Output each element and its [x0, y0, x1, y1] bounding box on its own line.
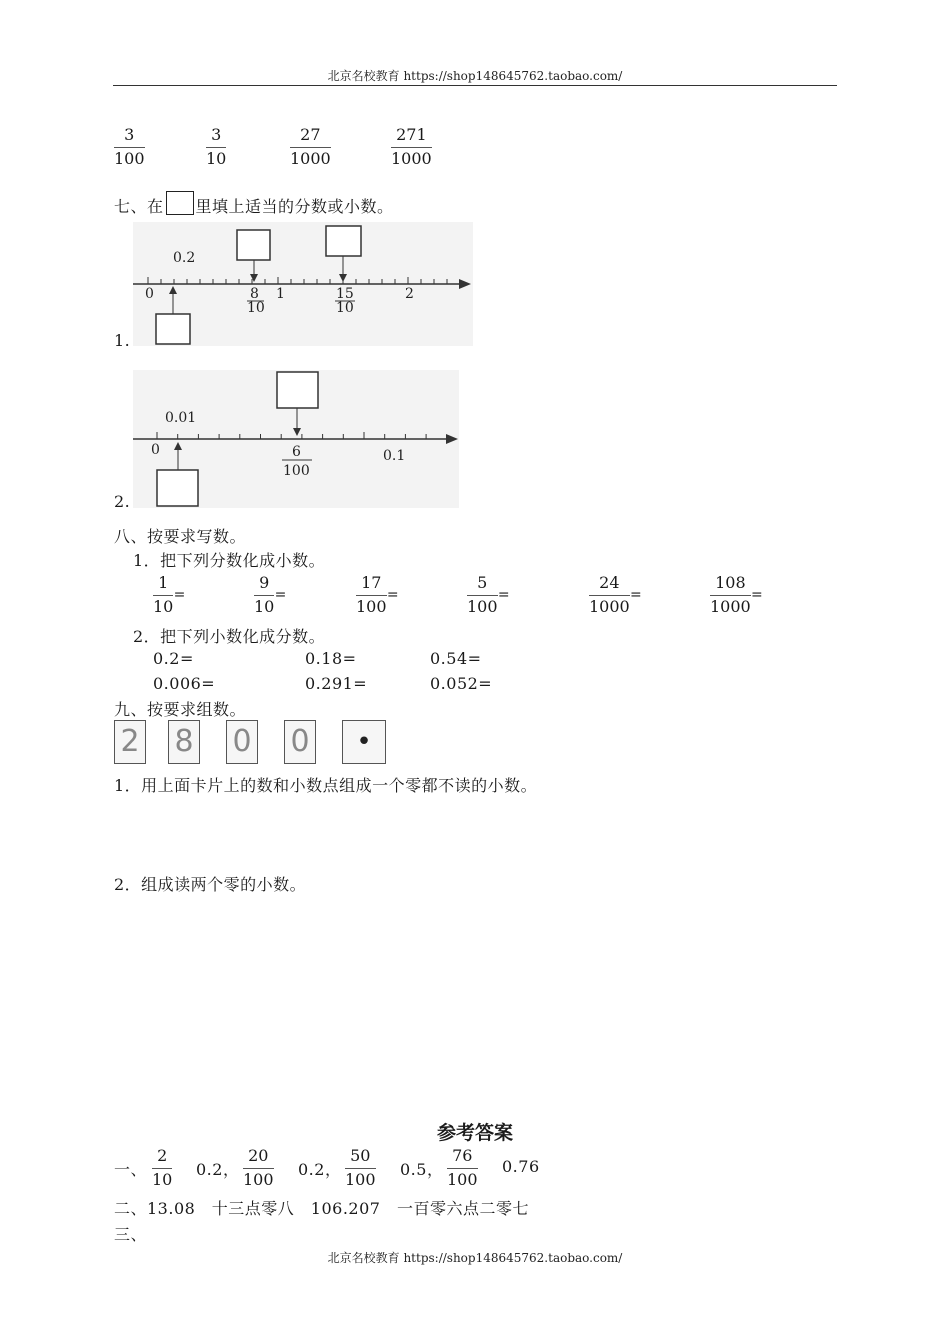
denominator: 100: [114, 149, 145, 168]
answers-line3: 三、: [114, 1225, 148, 1244]
numerator: 20: [248, 1146, 269, 1165]
fraction-bar: [243, 1168, 274, 1169]
section7-title-pre: 七、在: [114, 197, 164, 216]
fraction-item: [206, 126, 226, 168]
equals-sign: =: [386, 587, 399, 603]
numerator: 76: [452, 1146, 473, 1165]
fraction-item: [290, 126, 331, 168]
denominator: 10: [153, 597, 174, 616]
fraction-item: [114, 126, 145, 168]
frac-8-num: 8: [250, 286, 259, 302]
digit-card: 0: [226, 720, 258, 764]
tick-label-0-1: 0.1: [383, 448, 406, 464]
frac-15-den: 10: [336, 300, 354, 316]
number-line-1-svg: [133, 222, 473, 346]
answer-decimal: 0.2，: [196, 1160, 240, 1179]
answers-line1-prefix: 一、: [114, 1160, 148, 1179]
section7-title-post: 里填上适当的分数或小数。: [195, 197, 394, 216]
fraction-bar: [290, 147, 331, 148]
frac-8-den: 10: [247, 300, 265, 316]
page-footer: 北京名校教育 https://shop148645762.taobao.com/: [327, 1251, 623, 1265]
answer-box[interactable]: [277, 372, 318, 408]
decimal-item: 0.2=: [153, 649, 194, 668]
denominator: 1000: [391, 149, 432, 168]
fraction-bar: [153, 595, 173, 596]
blank-box-icon: [166, 191, 194, 215]
section8-sub1: 1．把下列分数化成小数。: [133, 551, 326, 570]
denominator: 1000: [290, 149, 331, 168]
equals-sign: =: [173, 587, 186, 603]
fraction-bar: [345, 1168, 376, 1169]
fraction-bar: [254, 595, 274, 596]
numerator: 3: [211, 125, 222, 144]
denominator: 10: [206, 149, 227, 168]
equals-sign: =: [274, 587, 287, 603]
digit-card: 2: [114, 720, 146, 764]
label-0-2: 0.2: [173, 250, 196, 266]
tick-label-0: 0: [151, 442, 160, 458]
numerator: 27: [300, 125, 321, 144]
denominator: 100: [345, 1170, 376, 1189]
fraction-bar: [206, 147, 226, 148]
answer-box[interactable]: [326, 226, 361, 256]
item-2-label: 2.: [114, 492, 131, 511]
denominator: 100: [447, 1170, 478, 1189]
numerator: 271: [396, 125, 427, 144]
section9-q1: 1．用上面卡片上的数和小数点组成一个零都不读的小数。: [114, 776, 538, 795]
fraction-item: [254, 573, 287, 616]
frac-6-den: 100: [283, 463, 310, 479]
fraction-item: [356, 573, 399, 616]
fraction-item: [467, 573, 510, 616]
denominator: 100: [243, 1170, 274, 1189]
denominator: 1000: [589, 597, 630, 616]
numerator: 9: [259, 573, 270, 592]
numerator: 2: [157, 1146, 168, 1165]
section8-sub2: 2．把下列小数化成分数。: [133, 627, 326, 646]
fraction-bar: [114, 147, 145, 148]
fraction-item: [153, 573, 186, 616]
section9-q2: 2．组成读两个零的小数。: [114, 875, 307, 894]
frac-15-num: 15: [336, 286, 354, 302]
fraction-bar: [391, 147, 432, 148]
answer-decimal: 0.76: [502, 1157, 540, 1176]
fraction-bar: [467, 595, 498, 596]
item-1-label: 1.: [114, 331, 131, 350]
answers-title: 参考答案: [436, 1122, 513, 1144]
decimal-point-card: •: [342, 720, 386, 764]
decimal-item: 0.54=: [430, 649, 482, 668]
tick-label-2: 2: [405, 286, 414, 302]
equals-sign: =: [750, 587, 763, 603]
decimal-item: 0.006=: [153, 674, 216, 693]
equals-sign: =: [629, 587, 642, 603]
denominator: 100: [356, 597, 387, 616]
page-header: 北京名校教育 https://shop148645762.taobao.com/: [327, 69, 623, 83]
equals-sign: =: [497, 587, 510, 603]
fraction-item: [243, 1147, 274, 1189]
fraction-item: [710, 573, 763, 616]
fraction-item: [345, 1147, 376, 1189]
fraction-bar: [589, 595, 630, 596]
digit-card: 8: [168, 720, 200, 764]
denominator: 10: [254, 597, 275, 616]
answer-decimal: 0.2，: [298, 1160, 342, 1179]
fraction-item: [391, 126, 432, 168]
fraction-item: [447, 1147, 478, 1189]
numerator: 5: [477, 573, 488, 592]
header-rule: [113, 85, 837, 86]
fraction-bar: [447, 1168, 478, 1169]
decimal-item: 0.052=: [430, 674, 493, 693]
numerator: 50: [350, 1146, 371, 1165]
numerator: 1: [158, 573, 169, 592]
answer-box[interactable]: [156, 314, 190, 344]
section7-title: [114, 191, 394, 217]
section9-title: 九、按要求组数。: [114, 700, 247, 719]
tick-label-0: 0: [145, 286, 154, 302]
denominator: 1000: [710, 597, 751, 616]
denominator: 10: [152, 1170, 173, 1189]
digit-card: 0: [284, 720, 316, 764]
decimal-item: 0.18=: [305, 649, 357, 668]
fraction-item: [589, 573, 642, 616]
numerator: 3: [124, 125, 135, 144]
number-line-1: [133, 222, 473, 346]
fraction-bar: [710, 595, 751, 596]
fraction-bar: [356, 595, 387, 596]
answer-decimal: 0.5，: [400, 1160, 444, 1179]
label-0-01: 0.01: [165, 410, 197, 426]
fraction-bar: [152, 1168, 172, 1169]
frac-6-num: 6: [292, 444, 301, 460]
answer-box[interactable]: [157, 470, 198, 506]
tick-label-1: 1: [276, 286, 285, 302]
answers-line2: 二、13.08 十三点零八 106.207 一百零六点二零七: [114, 1199, 529, 1218]
decimal-item: 0.291=: [305, 674, 368, 693]
numerator: 24: [599, 573, 620, 592]
denominator: 100: [467, 597, 498, 616]
numerator: 17: [361, 573, 382, 592]
section8-title: 八、按要求写数。: [114, 527, 247, 546]
number-line-2: [133, 370, 459, 508]
fraction-item: [152, 1147, 172, 1189]
numerator: 108: [715, 573, 746, 592]
number-line-2-svg: [133, 370, 459, 508]
answer-box[interactable]: [237, 230, 270, 260]
